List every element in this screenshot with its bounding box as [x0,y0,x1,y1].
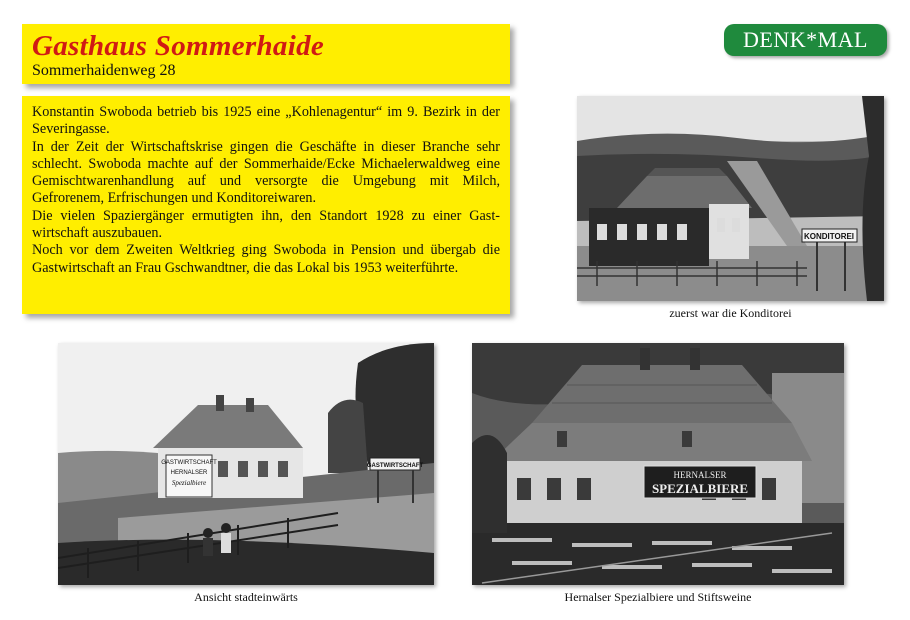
title-panel [22,24,510,84]
paragraph-pension: Noch vor dem Zweiten Weltkrieg ging Swoboda in Pension und übergab die Gastwirtschaft an Frau Gschwandtner, die das Lokal bis 1953 weiterführte. [32,242,500,276]
caption-spezialbiere: Hernalser Spezialbiere und Stiftsweine [564,590,752,604]
sign-gastwirtschaft: GASTWIRTSCHAFT [161,460,217,466]
photo-spezialbiere [472,343,844,585]
sign-spezialbiere-banner: SPEZIALBIERE [651,481,749,496]
paragraph-gastwirtschaft: Die vielen Spaziergänger ermutigten ihn, den Standort 1928 zu einer Gastwirtschaft auszubauen. [32,207,500,242]
paragraph-kohlenagentur: Konstantin Swoboda betrieb bis 1925 eine „Kohlenagentur“ im 9. Bezirk in der Severingasse. [32,104,500,138]
page-title: Gasthaus Sommerhaide [32,30,325,62]
caption-konditorei: zuerst war die Konditorei [669,306,792,320]
denkmal-logo: DENK*MAL [724,24,887,56]
caption-stadteinwaerts: Ansicht stadteinwärts [194,590,298,604]
address-subtitle: Sommerhaidenweg 28 [32,62,176,79]
photo-stadteinwaerts [58,343,434,585]
paragraph-wirtschaftskrise: In der Zeit der Wirtschaftskrise gingen die Geschäfte in dieser Branche sehr schlecht. Swoboda machte auf der Sommerhaide/Ecke Michaelerwaldweg eine Gemischtwarenhandlung auf und versorgte die Umgebung mit Milch, Gefrorenem, Erfrischungen und Konditoreiwaren. [32,138,500,207]
konditorei-sign: KONDITOREI [803,232,855,241]
history-text-panel [22,96,510,314]
photo-konditorei [577,96,884,301]
sign-spezialbiere: Spezialbiere [171,479,207,487]
sign-hernalser-banner: HERNALSER [673,470,727,480]
sign-hernalser: HERNALSER [170,470,208,476]
side-sign-gastwirtschaft: GASTWIRTSCHAFT [366,463,424,469]
